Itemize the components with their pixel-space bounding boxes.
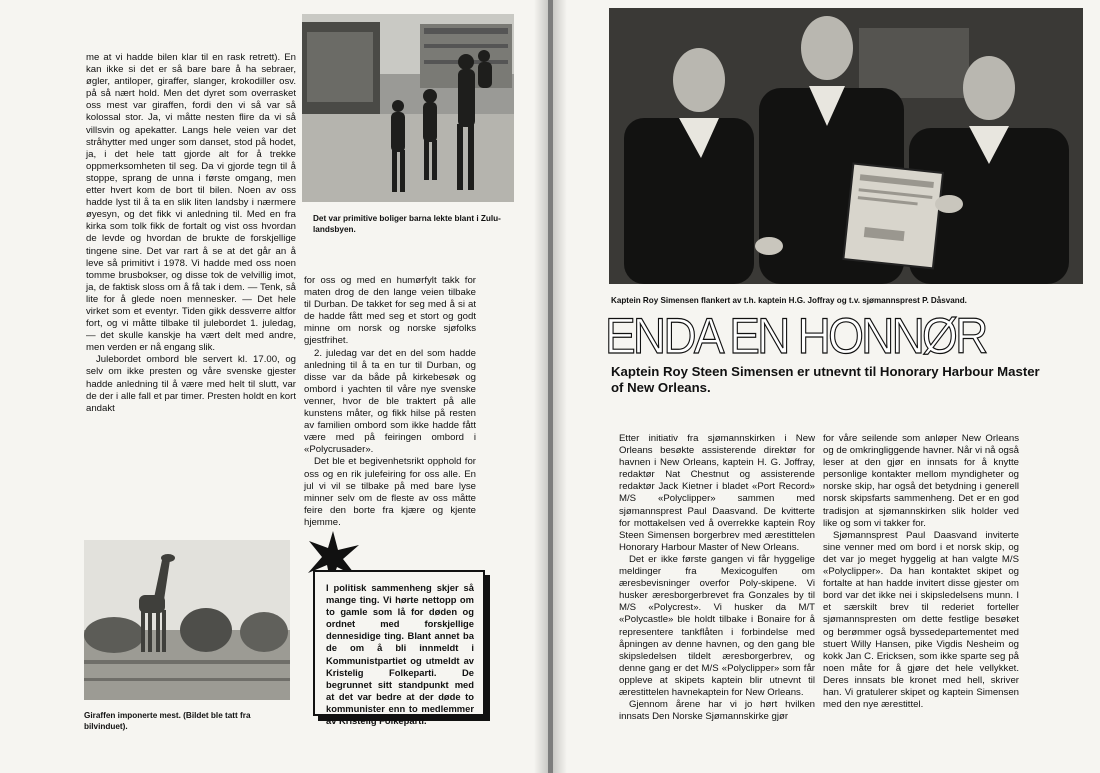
zulu-village-photo [302,14,514,202]
giraffe-photo [84,540,290,700]
left-page [0,0,548,773]
paragraph: Etter initiativ fra sjømannskirken i New Orleans besøkte assisterende direktør for havnen i New Orleans, kaptein H. G. Joffray, redaktør Nat Chestnut og assisterende redaktør Jack Kietner i bladet «Port Record» M/S «Polyclipper» sammen med sjømannsprest Paul Daasvand. De kvitterte for mottakelsen ved å overrekke kaptein Roy Steen Simensen borgerbrev med ærestittelen Honorary Harbour Master of New Orleans. [619,433,815,553]
photo-caption: Giraffen imponerte mest. (Bildet ble tatt fra bilvinduet). [84,711,251,731]
article-headline: ENDA EN HONNØR [605,308,986,364]
paragraph: me at vi hadde bilen klar til en rask retrett). En kan ikke si det er så bare bare å ha sebraer, øgler, antiloper, giraffer, slanger, krokodiller osv. på så nært hold. Men det dyret som overrasket oss mest var giraffen, fordi den vi så var så kolossal stor. Ja, vi måtte nesten flire da vi så villsvin og apekatter. Langs hele veien var det stråhytter med unger som danset, stod på hodet, ja, i det hele tatt gjorde alt for å trekke oppmerksomheten til seg. Da vi gjorde tegn til å stoppe, sprang de unna i første omgang, men etter hvert kom de bort til bilen. Noen av oss hadde lyst til å ta en slik liten landsby i nærmere øyesyn, og det fikk vi anledning til. Med en fra kirka som tolk fikk de fortalt og vist oss hvordan de levde og hvordan de brukte de forskjellige tingene sine. Det var rart å se at det går an å leve så primitivt i 1978. Vi hadde med oss noen tomme brusbokser, og disse tok de velvillig imot, ja, de faktisk sloss om å få tak i dem. — Tenk, så lite for å glede noen mennesker. — Det hele virket som et eventyr. Tiden gikk dessverre altfor fort, og vi måtte tilbake til julebordet 1. juledag, — det skulle kanskje ha vært delt med andre, men verden er nå engang slik. [86,52,296,354]
boxed-note: I politisk sammenheng skjer så mange ting. Vi hørte nettopp om to gamle som lå for døden og ordnet med forskjellige dennesidige ting. Blant annet ba de om å bli innmeldt i Kommunistpartiet og utmeldt av Kristelig Folkeparti. De begrunnet sitt standpunkt med at det var bedre at der døde to kommunister enn to medlemmer av Kristelig Folkeparti. [313,570,485,716]
right-page [553,0,1100,773]
article-column-2 [823,433,1019,711]
paragraph: Det er ikke første gangen vi får hyggelige meldinger fra Mexicogulfen om æresbevisninger overfor Poly-skipene. Vi husker æresborgerbrevet fra Gonzales by til M/S «Polycrest». Vi husker da M/T «Polycastle» ble holdt tilbake i Bonaire for å representere tankflåten i forbindelse med åpningen av denne havnen, og den gang ble skipsledelsen tildelt æresborgerbrev, og denne gang er det M/S «Polyclipper» som får oppleve at skipets kaptein blir utnevnt til ærestittelen havnekaptein for New Orleans. [619,553,815,698]
paragraph: 2. juledag var det en del som hadde anledning til å ta en tur til Durban, og disse var da både på kirkebesøk og ombord i yachten til våre nye svenske venner, hvor de ble traktert på alle kunstens måter, og fikk hilse på resten av familien ombord som ikke hadde fått være med på feiringen ombord i «Polycrusader». [304,347,476,456]
photo-caption: Det var primitive boliger barna lekte blant i Zulu-landsbyen. [313,214,501,234]
article-column-1 [86,52,296,415]
paragraph: Det ble et begivenhetsrikt opphold for oss og en rik julefeiring for oss alle. En jul vi vil se tilbake på med bare lyse minner selv om de fleste av oss måtte feire den borte fra kjære og kjente hjemme. [304,456,476,528]
article-subheadline: Kaptein Roy Steen Simensen er utnevnt til Honorary Harbour Master of New Orleans. [611,364,1040,395]
gutter-shadow [553,0,567,773]
award-ceremony-photo [609,8,1083,284]
paragraph: Gjennom årene har vi jo hørt hvilken innsats Den Norske Sjømannskirke gjør [619,699,815,723]
paragraph: Julebordet ombord ble servert kl. 17.00, og selv om ikke presten og våre svenske gjester hadde anledning til å være med helt til slutt, var de der i alle fall et par timer. Presten holdt en kort andakt [86,354,296,414]
paragraph: for oss og med en humørfylt takk for maten drog de den lange veien tilbake til Durban. De takket for seg med å si at de hadde fått med seg et stort og godt minne om norsk og norske sjøfolks gjestfrihet. [304,275,476,347]
paragraph: Sjømannsprest Paul Daasvand inviterte sine venner med om bord i et norsk skip, og det var jo meget hyggelig at han valgte M/S «Polyclipper». Da han kontaktet skipet og fortalte at han hadde invitert disse gjester om bord var det ikke nei i skipsledelsens munn. I et særskilt brev til rederiet forteller sjømannspresten om dette festlige besøket og berømmer også byssedepartementet med stuert Willy Hansen, pike Vigdis Nesheim og kokk Jan C. Ericksen, som ikke sparte seg på noen måte for å gjøre det hele vellykket. Deres innsats ble kronet med hell, skriver han. Vi gratulerer skipet og kaptein Simensen med den nye ærestittel. [823,529,1019,711]
paragraph: for våre seilende som anløper New Orleans og de omkringliggende havner. Når vi nå også leser at den gjør en innsats for å knytte personlige kontakter mellom myndigheter og norske skip, har også det betydning i generell norsk skipsfarts sammenheng. Det er en god tradisjon at sjømannskirken slik holder ved like og som vi takker for. [823,433,1019,529]
article-column-1 [619,433,815,723]
article-column-2 [304,275,476,529]
gutter-shadow [534,0,548,773]
photo-caption: Kaptein Roy Simensen flankert av t.h. kaptein H.G. Joffray og t.v. sjømannsprest P. Dåsvand. [611,296,967,305]
